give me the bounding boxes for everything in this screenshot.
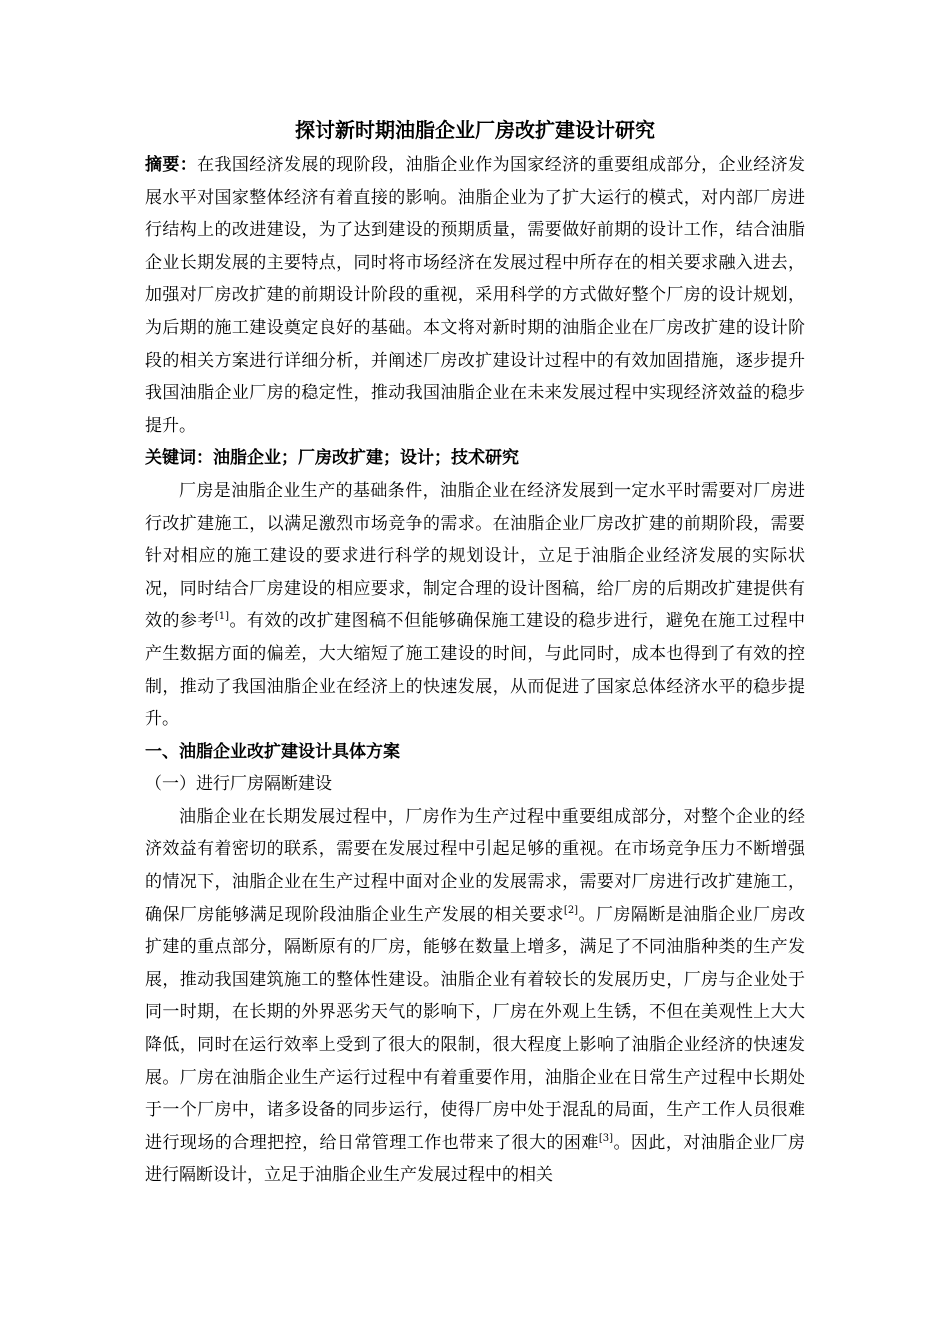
abstract-label: 摘要： xyxy=(145,155,198,175)
section-heading: 一、油脂企业改扩建设计具体方案 xyxy=(145,741,400,762)
keywords-line: 关键词：油脂企业；厂房改扩建；设计；技术研究 xyxy=(145,448,519,469)
abstract-paragraph xyxy=(145,149,805,442)
citation-ref-1: [1] xyxy=(214,611,229,623)
section-paragraph xyxy=(145,801,805,1192)
document-body xyxy=(145,113,805,1192)
abstract-text: 在我国经济发展的现阶段，油脂企业作为国家经济的重要组成部分，企业经济发展水平对国家整体经济有着直接的影响。油脂企业为了扩大运行的模式，对内部厂房进行结构上的改进建设，为了达到建设的预期质量，需要做好前期的设计工作，结合油脂企业长期发展的主要特点，同时将市场经济在发展过程中所存在的相关要求融入进去，加强对厂房改扩建的前期设计阶段的重视，采用科学的方式做好整个厂房的设计规划，为后期的施工建设奠定良好的基础。本文将对新时期的油脂企业在厂房改扩建的设计阶段的相关方案进行详细分析，并阐述厂房改扩建设计过程中的有效加固措施，逐步提升我国油脂企业厂房的稳定性，推动我国油脂企业在未来发展过程中实现经济效益的稳步提升。 xyxy=(145,155,806,436)
section-text-2: 。厂房隔断是油脂企业厂房改扩建的重点部分，隔断原有的厂房，能够在数量上增多，满足了不同油脂种类的生产发展，推动我国建筑施工的整体性建设。油脂企业有着较长的发展历史，厂房与企业处于同一时期，在长期的外界恶劣天气的影响下，厂房在外观上生锈，不但在美观性上大大降低，同时在运行效率上受到了很大的限制，很大程度上影响了油脂企业经济的快速发展。厂房在油脂企业生产运行过程中有着重要作用，油脂企业在日常生产过程中长期处于一个厂房中，诸多设备的同步运行，使得厂房中处于混乱的局面，生产工作人员很难进行现场的合理把控，给日常管理工作也带来了很大的困难 xyxy=(145,904,806,1153)
section-text-3: 。因此，对油脂企业厂房进行隔断设计，立足于油脂企业生产发展过程中的相关 xyxy=(145,1132,806,1186)
citation-ref-2: [2] xyxy=(563,904,579,916)
intro-text-2: 。有效的改扩建图稿不但能够确保施工建设的稳步进行，避免在施工过程中产生数据方面的偏差，大大缩短了施工建设的时间，与此同时，成本也得到了有效的控制，推动了我国油脂企业在经济上的快速发展，从而促进了国家总体经济水平的稳步提升。 xyxy=(145,611,806,730)
citation-ref-3: [3] xyxy=(598,1132,613,1144)
intro-paragraph xyxy=(145,475,805,736)
page-title: 探讨新时期油脂企业厂房改扩建设计研究 xyxy=(295,118,655,142)
section-text-1: 油脂企业在长期发展过程中，厂房作为生产过程中重要组成部分，对整个企业的经济效益有着密切的联系，需要在发展过程中引起足够的重视。在市场竞争压力不断增强的情况下，油脂企业在生产过程中面对企业的发展需求，需要对厂房进行改扩建施工，确保厂房能够满足现阶段油脂企业生产发展的相关要求 xyxy=(145,806,805,925)
intro-text-1: 厂房是油脂企业生产的基础条件，油脂企业在经济发展到一定水平时需要对厂房进行改扩建施工，以满足激烈市场竞争的需求。在油脂企业厂房改扩建的前期阶段，需要针对相应的施工建设的要求进行科学的规划设计，立足于油脂企业经济发展的实际状况，同时结合厂房建设的相应要求，制定合理的设计图稿，给厂房的后期改扩建提供有效的参考 xyxy=(145,480,805,632)
subsection-heading: （一）进行厂房隔断建设 xyxy=(145,774,332,795)
